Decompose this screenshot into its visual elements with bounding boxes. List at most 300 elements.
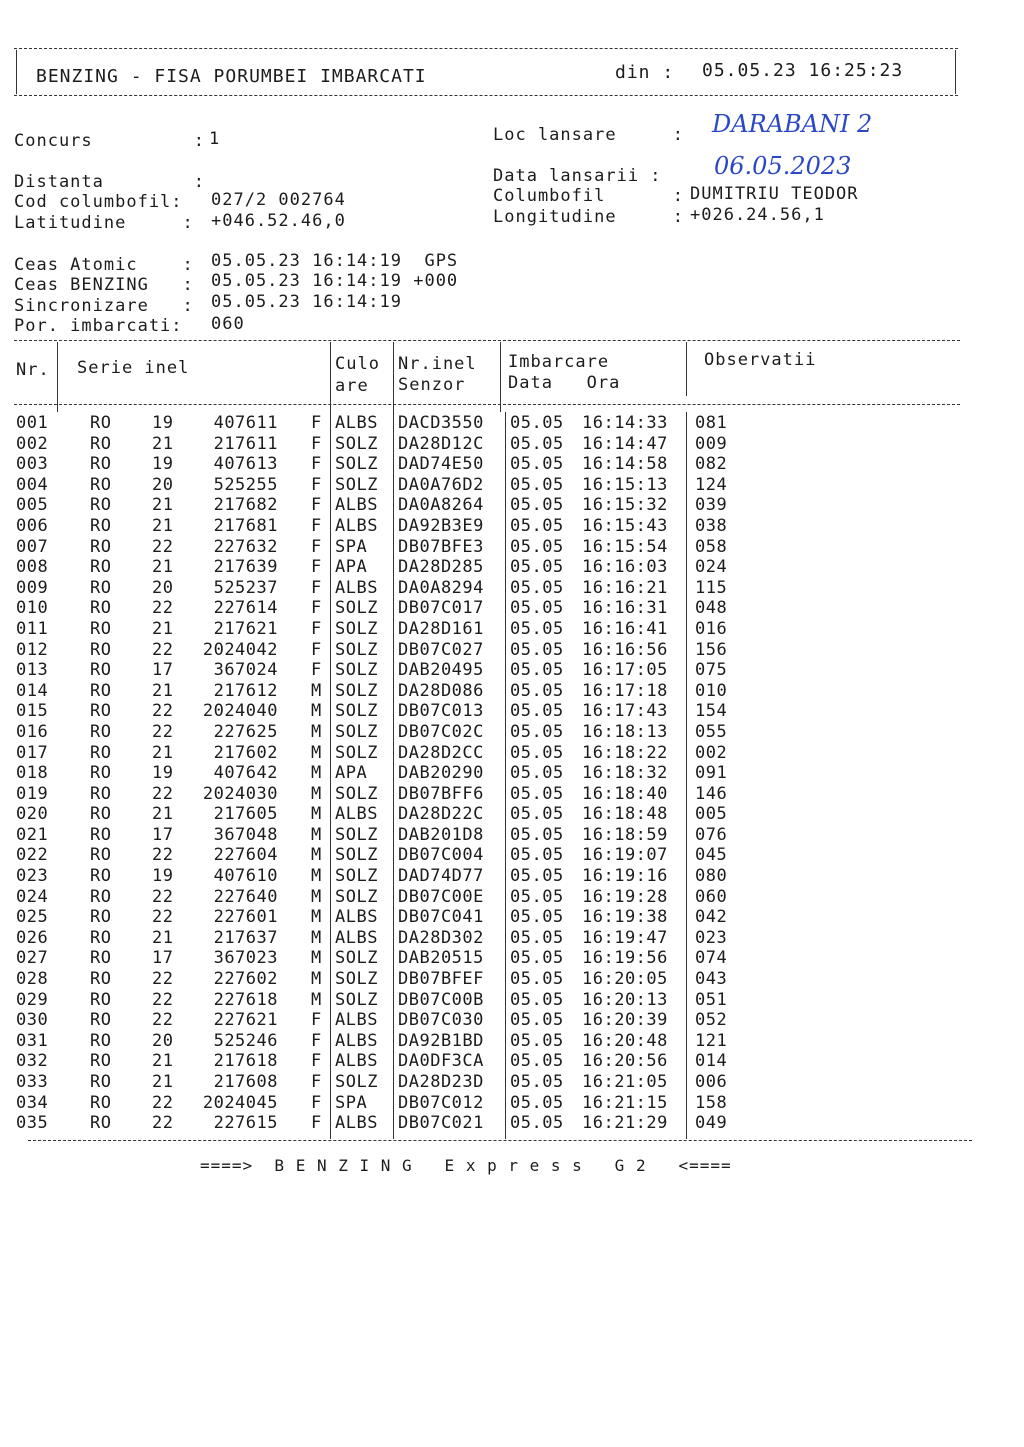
row-observation: 016 [695,618,728,639]
row-color: ALBS [335,1051,378,1072]
row-time: 16:21:15 [582,1092,668,1113]
row-country: RO [90,989,112,1010]
table-row [14,763,974,784]
row-time: 16:15:32 [582,495,668,516]
row-color: ALBS [335,927,378,948]
header-culoare-1: Culo [335,354,380,374]
row-date: 05.05 [510,907,564,928]
row-nr: 014 [16,680,49,701]
row-time: 16:16:31 [582,598,668,619]
row-time: 16:16:41 [582,618,668,639]
row-observation: 080 [695,866,728,887]
row-date: 05.05 [510,845,564,866]
row-sex: F [311,1072,322,1092]
row-observation: 082 [695,454,728,475]
row-year: 21 [152,433,174,454]
porumbei-imbarcati-label: Por. imbarcati: [14,316,183,336]
row-date: 05.05 [510,886,564,907]
row-year: 22 [152,907,174,928]
row-nr: 024 [16,886,49,907]
row-year: 21 [152,495,174,516]
table-row [14,784,974,805]
row-time: 16:20:48 [582,1030,668,1051]
row-color: SOLZ [335,680,378,701]
loc-lansare-label: Loc lansare : [493,125,684,145]
sincronizare-label: Sincronizare : [14,296,194,316]
row-sex: M [311,845,322,866]
row-observation: 076 [695,824,728,845]
longitudine-label: Longitudine : [493,207,684,227]
row-sensor: DB07C02C [398,721,484,742]
row-sensor: DA0A8264 [398,495,484,516]
row-year: 21 [152,557,174,578]
row-sensor: DA28D2CC [398,742,484,763]
col-divider-serie [330,342,331,412]
row-observation: 060 [695,886,728,907]
table-row [14,454,974,475]
row-date: 05.05 [510,557,564,578]
row-country: RO [90,1092,112,1113]
row-sensor: DA0A8294 [398,577,484,598]
row-ring-number: 227625 [213,721,278,742]
row-date: 05.05 [510,474,564,495]
row-country: RO [90,433,112,454]
row-observation: 074 [695,948,728,969]
row-time: 16:19:56 [582,948,668,969]
row-time: 16:17:18 [582,680,668,701]
row-time: 16:18:40 [582,783,668,804]
row-country: RO [90,536,112,557]
row-year: 17 [152,660,174,681]
row-observation: 156 [695,639,728,660]
row-nr: 023 [16,866,49,887]
row-observation: 124 [695,474,728,495]
row-date: 05.05 [510,515,564,536]
col-divider-senzor [500,342,501,412]
row-sex: F [311,495,322,516]
row-ring-number: 217621 [213,618,278,639]
row-year: 21 [152,1051,174,1072]
row-year: 21 [152,927,174,948]
row-year: 22 [152,845,174,866]
row-nr: 019 [16,783,49,804]
row-observation: 009 [695,433,728,454]
latitudine-label: Latitudine : [14,213,194,233]
header-nrinel-1: Nr.inel [398,354,477,374]
footer-banner: ====> B E N Z I N G E x p r e s s G 2 <==== [200,1156,732,1175]
row-observation: 052 [695,1010,728,1031]
row-ring-number: 525237 [213,577,278,598]
table-row [14,413,974,434]
row-time: 16:18:13 [582,721,668,742]
concurs-label: Concurs : [14,131,205,151]
row-year: 21 [152,618,174,639]
row-sensor: DB07C012 [398,1092,484,1113]
porumbei-imbarcati-value: 060 [211,314,245,334]
row-date: 05.05 [510,763,564,784]
row-date: 05.05 [510,1051,564,1072]
row-sex: F [311,1010,322,1031]
pigeon-list [14,413,974,1134]
row-time: 16:19:47 [582,927,668,948]
table-row [14,619,974,640]
row-sensor: DB07C030 [398,1010,484,1031]
row-sensor: DA28D23D [398,1072,484,1092]
row-sensor: DA28D12C [398,433,484,454]
row-sensor: DA28D285 [398,557,484,578]
row-sensor: DA0DF3CA [398,1051,484,1072]
row-date: 05.05 [510,1072,564,1092]
row-color: ALBS [335,907,378,928]
row-color: SOLZ [335,866,378,887]
row-time: 16:14:33 [582,413,668,433]
row-observation: 045 [695,845,728,866]
row-color: SOLZ [335,969,378,990]
row-sensor: DAD74E50 [398,454,484,475]
row-color: ALBS [335,413,378,433]
row-time: 16:15:13 [582,474,668,495]
row-color: ALBS [335,577,378,598]
row-observation: 043 [695,969,728,990]
row-color: SOLZ [335,1072,378,1092]
row-observation: 081 [695,413,728,433]
table-row [14,598,974,619]
table-row [14,743,974,764]
row-sex: M [311,742,322,763]
row-time: 16:20:39 [582,1010,668,1031]
row-ring-number: 2024045 [202,1092,278,1113]
row-ring-number: 227615 [213,1113,278,1134]
row-observation: 006 [695,1072,728,1092]
document-title: BENZING - FISA PORUMBEI IMBARCATI [36,66,427,87]
col-divider-imbarcare [686,342,687,396]
row-ring-number: 525246 [213,1030,278,1051]
row-nr: 008 [16,557,49,578]
row-year: 17 [152,948,174,969]
header-observatii: Observatii [704,350,817,370]
row-year: 20 [152,577,174,598]
row-observation: 002 [695,742,728,763]
row-country: RO [90,701,112,722]
row-sex: M [311,783,322,804]
ceas-benzing-value: 05.05.23 16:14:19 +000 [211,271,459,291]
row-country: RO [90,783,112,804]
table-bottom-rule [28,1140,972,1141]
row-date: 05.05 [510,495,564,516]
table-row [14,537,974,558]
row-year: 17 [152,824,174,845]
row-color: ALBS [335,804,378,825]
row-sensor: DB07BFE3 [398,536,484,557]
row-country: RO [90,763,112,784]
table-row [14,928,974,949]
row-sensor: DB07C021 [398,1113,484,1134]
row-sex: F [311,1092,322,1113]
row-observation: 115 [695,577,728,598]
table-row [14,701,974,722]
col-divider-nr [57,342,58,412]
row-sensor: DB07BFF6 [398,783,484,804]
row-color: ALBS [335,515,378,536]
row-year: 22 [152,783,174,804]
row-ring-number: 227618 [213,989,278,1010]
row-observation: 049 [695,1113,728,1134]
row-country: RO [90,618,112,639]
row-nr: 013 [16,660,49,681]
row-ring-number: 217605 [213,804,278,825]
row-date: 05.05 [510,783,564,804]
table-row [14,640,974,661]
row-country: RO [90,680,112,701]
row-time: 16:21:05 [582,1072,668,1092]
row-time: 16:18:48 [582,804,668,825]
row-sex: F [311,618,322,639]
row-observation: 091 [695,763,728,784]
row-sensor: DB07C041 [398,907,484,928]
header-culoare-2: are [335,376,369,396]
row-sensor: DAB201D8 [398,824,484,845]
row-color: SOLZ [335,598,378,619]
row-nr: 022 [16,845,49,866]
row-country: RO [90,721,112,742]
row-sex: F [311,557,322,578]
row-observation: 154 [695,701,728,722]
row-time: 16:21:29 [582,1113,668,1134]
row-sex: M [311,721,322,742]
row-ring-number: 217637 [213,927,278,948]
row-date: 05.05 [510,680,564,701]
row-date: 05.05 [510,1030,564,1051]
row-sensor: DA28D161 [398,618,484,639]
row-sensor: DA28D302 [398,927,484,948]
row-sensor: DB07C027 [398,639,484,660]
row-nr: 026 [16,927,49,948]
table-row [14,990,974,1011]
row-nr: 010 [16,598,49,619]
row-color: ALBS [335,1010,378,1031]
header-top-rule [14,48,958,49]
row-date: 05.05 [510,454,564,475]
row-ring-number: 367048 [213,824,278,845]
row-ring-number: 525255 [213,474,278,495]
header-nr: Nr. [16,360,50,380]
row-nr: 012 [16,639,49,660]
row-country: RO [90,886,112,907]
concurs-value: 1 [209,129,221,149]
row-time: 16:18:22 [582,742,668,763]
row-country: RO [90,1051,112,1072]
row-sex: F [311,413,322,433]
table-row [14,660,974,681]
row-country: RO [90,515,112,536]
ceas-benzing-label: Ceas BENZING : [14,275,194,295]
row-color: SOLZ [335,845,378,866]
row-time: 16:14:47 [582,433,668,454]
row-country: RO [90,845,112,866]
row-country: RO [90,969,112,990]
row-time: 16:16:03 [582,557,668,578]
row-sensor: DB07C00B [398,989,484,1010]
row-country: RO [90,824,112,845]
table-row [14,1072,974,1093]
row-time: 16:17:43 [582,701,668,722]
row-observation: 146 [695,783,728,804]
sincronizare-value: 05.05.23 16:14:19 [211,292,402,312]
row-color: SPA [335,536,368,557]
row-ring-number: 217612 [213,680,278,701]
din-label: din : [615,62,675,83]
row-nr: 034 [16,1092,49,1113]
row-nr: 001 [16,413,49,433]
row-observation: 024 [695,557,728,578]
row-time: 16:15:43 [582,515,668,536]
row-color: ALBS [335,495,378,516]
row-sex: F [311,474,322,495]
row-ring-number: 367023 [213,948,278,969]
row-date: 05.05 [510,598,564,619]
row-nr: 017 [16,742,49,763]
row-nr: 035 [16,1113,49,1134]
header-serie-inel: Serie inel [77,358,190,378]
table-row [14,495,974,516]
row-sex: M [311,948,322,969]
row-color: ALBS [335,1113,378,1134]
row-time: 16:19:28 [582,886,668,907]
row-ring-number: 217608 [213,1072,278,1092]
row-nr: 031 [16,1030,49,1051]
row-color: SOLZ [335,474,378,495]
row-color: SOLZ [335,783,378,804]
row-date: 05.05 [510,660,564,681]
row-time: 16:18:59 [582,824,668,845]
row-date: 05.05 [510,969,564,990]
row-country: RO [90,598,112,619]
ceas-atomic-label: Ceas Atomic : [14,255,194,275]
cod-columbofil-label: Cod columbofil: [14,192,183,212]
row-sensor: DA92B1BD [398,1030,484,1051]
row-ring-number: 227614 [213,598,278,619]
table-row [14,825,974,846]
table-row [14,1031,974,1052]
columbofil-value: DUMITRIU TEODOR [690,184,859,204]
row-ring-number: 407642 [213,763,278,784]
row-sex: F [311,660,322,681]
row-year: 22 [152,886,174,907]
data-lansarii-handwritten: 06.05.2023 [714,152,852,180]
latitudine-value: +046.52.46,0 [211,211,346,231]
row-year: 22 [152,639,174,660]
row-time: 16:16:56 [582,639,668,660]
row-year: 22 [152,1092,174,1113]
row-color: SOLZ [335,433,378,454]
table-row [14,907,974,928]
row-observation: 039 [695,495,728,516]
row-date: 05.05 [510,804,564,825]
row-country: RO [90,557,112,578]
row-year: 19 [152,866,174,887]
row-observation: 023 [695,927,728,948]
row-date: 05.05 [510,948,564,969]
row-nr: 027 [16,948,49,969]
row-observation: 042 [695,907,728,928]
row-sex: F [311,1051,322,1072]
row-sensor: DAB20515 [398,948,484,969]
row-country: RO [90,804,112,825]
row-sex: F [311,598,322,619]
row-year: 22 [152,1113,174,1134]
ceas-atomic-value: 05.05.23 16:14:19 GPS [211,251,459,271]
row-time: 16:14:58 [582,454,668,475]
row-time: 16:17:05 [582,660,668,681]
row-observation: 038 [695,515,728,536]
row-year: 22 [152,598,174,619]
row-time: 16:19:07 [582,845,668,866]
din-value: 05.05.23 16:25:23 [702,60,904,81]
row-ring-number: 227602 [213,969,278,990]
col-divider-culoare [393,342,394,412]
row-nr: 032 [16,1051,49,1072]
row-year: 22 [152,721,174,742]
row-sex: M [311,866,322,887]
row-date: 05.05 [510,1010,564,1031]
row-nr: 021 [16,824,49,845]
row-time: 16:16:21 [582,577,668,598]
row-date: 05.05 [510,413,564,433]
row-sex: F [311,1030,322,1051]
row-country: RO [90,866,112,887]
row-date: 05.05 [510,824,564,845]
row-country: RO [90,660,112,681]
row-year: 21 [152,1072,174,1092]
table-row [14,434,974,455]
row-sex: M [311,680,322,701]
row-color: SOLZ [335,701,378,722]
row-nr: 015 [16,701,49,722]
row-country: RO [90,413,112,433]
row-nr: 011 [16,618,49,639]
row-sex: M [311,886,322,907]
row-year: 22 [152,969,174,990]
row-ring-number: 367024 [213,660,278,681]
row-ring-number: 2024030 [202,783,278,804]
row-ring-number: 217682 [213,495,278,516]
row-ring-number: 217602 [213,742,278,763]
header-imbarcare-1: Imbarcare [508,352,610,372]
row-country: RO [90,1113,112,1134]
columbofil-label: Columbofil : [493,186,684,206]
row-color: SOLZ [335,660,378,681]
row-observation: 014 [695,1051,728,1072]
row-time: 16:18:32 [582,763,668,784]
row-ring-number: 217681 [213,515,278,536]
row-sensor: DB07BFEF [398,969,484,990]
row-time: 16:15:54 [582,536,668,557]
row-ring-number: 407613 [213,454,278,475]
table-header-top-rule [14,340,960,341]
row-nr: 002 [16,433,49,454]
row-nr: 009 [16,577,49,598]
row-country: RO [90,495,112,516]
row-nr: 028 [16,969,49,990]
row-year: 22 [152,989,174,1010]
row-date: 05.05 [510,701,564,722]
row-ring-number: 227621 [213,1010,278,1031]
row-nr: 006 [16,515,49,536]
row-sensor: DB07C004 [398,845,484,866]
row-year: 21 [152,680,174,701]
row-sex: F [311,515,322,536]
longitudine-value: +026.24.56,1 [690,205,825,225]
